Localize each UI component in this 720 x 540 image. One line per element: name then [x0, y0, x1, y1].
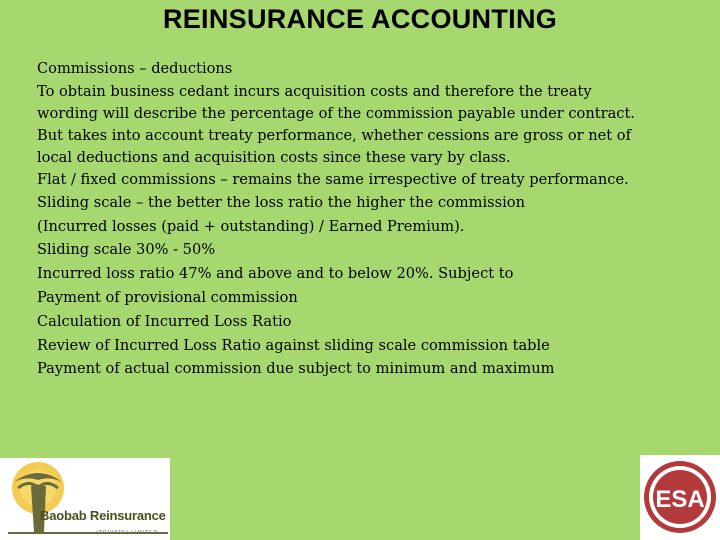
slide-body — [37, 57, 647, 381]
body-line: Sliding scale – the better the loss ratio the higher the commission — [37, 193, 525, 211]
body-line: Review of Incurred Loss Ratio against sliding scale commission table — [37, 336, 550, 354]
body-line: Sliding scale 30% - 50% — [37, 241, 216, 259]
body-line: To obtain business cedant incurs acquisition costs and therefore the treaty wording will describe the percentage of the commission payable under contract. But takes into account treaty performance, whether cessions are gross or net of local deductions and acquisition costs since these vary by class. — [37, 82, 635, 166]
slide-title: REINSURANCE ACCOUNTING — [162, 4, 558, 34]
body-line: Incurred loss ratio 47% and above and to below 20%. Subject to — [37, 265, 514, 283]
esa-seal-icon — [640, 455, 720, 540]
baobab-tree-icon — [0, 458, 170, 540]
body-line: Payment of actual commission due subject to minimum and maximum — [37, 360, 555, 378]
baobab-brand-text: Baobab Reinsurance — [40, 508, 166, 523]
esa-logo — [640, 455, 720, 540]
body-line: Commissions – deductions — [37, 60, 233, 77]
body-line: Calculation of Incurred Loss Ratio — [37, 312, 292, 330]
body-line: Payment of provisional commission — [37, 288, 298, 306]
body-line: Flat / fixed commissions – remains the same irrespective of treaty performance. — [37, 170, 629, 188]
baobab-logo — [0, 458, 170, 540]
body-line: (Incurred losses (paid + outstanding) / Earned Premium). — [37, 217, 465, 235]
baobab-sub-text: (PRIVATE) LIMITED — [96, 530, 159, 536]
esa-mark: ESA — [655, 486, 705, 513]
